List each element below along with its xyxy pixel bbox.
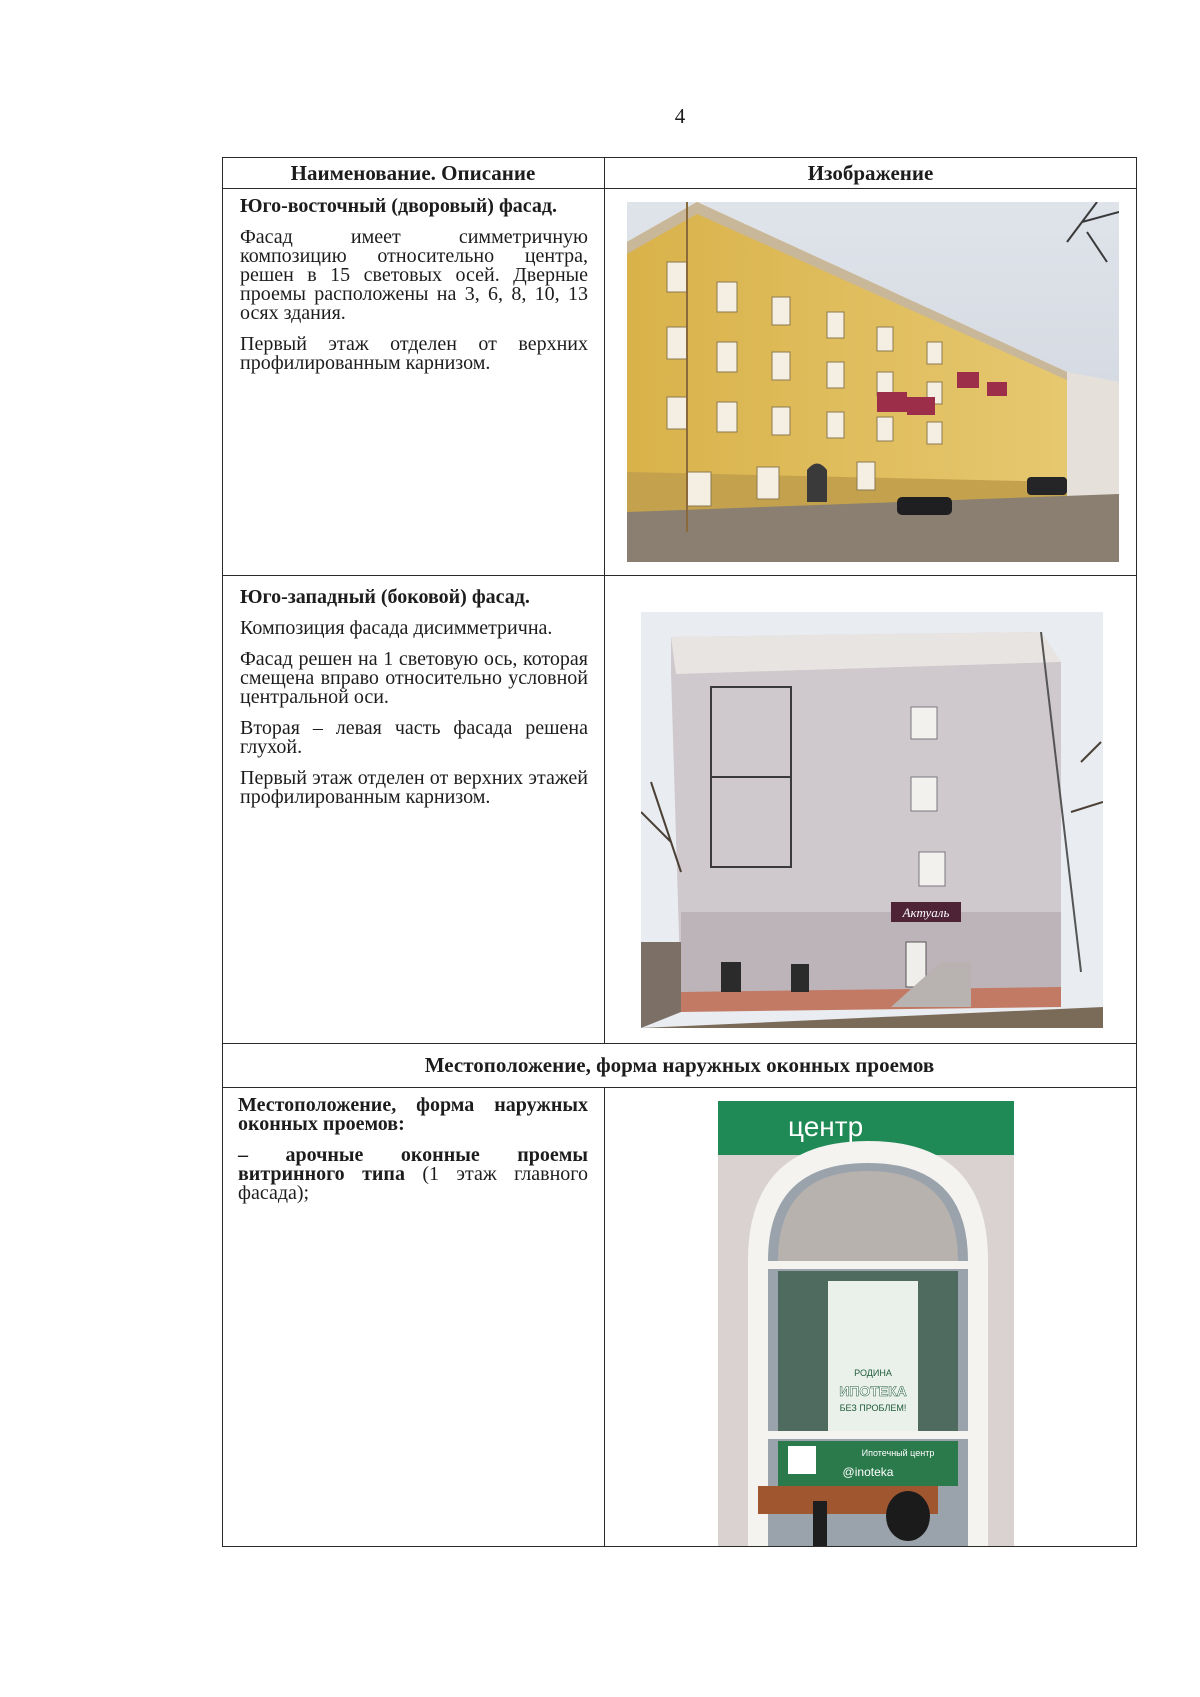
row-window-openings-description [238, 1096, 588, 1215]
item-bold: – арочные оконные проемы витринного типа [238, 1144, 588, 1185]
arched-window-photo [718, 1101, 1014, 1546]
row-title: Местоположение, форма наружных оконных проемов: [238, 1094, 588, 1135]
building-courtyard-facade-photo [627, 202, 1119, 562]
row-courtyard-facade-description [240, 197, 588, 385]
item-rest: (1 этаж главного фасада); [238, 1163, 588, 1204]
column-header-image: Изображение [807, 161, 934, 185]
row-side-facade-description [240, 588, 588, 819]
poster-brand: РОДИНА [854, 1368, 892, 1378]
row-paragraph: Первый этаж отделен от верхних профилированным карнизом. [240, 333, 588, 374]
row-title: Юго-восточный (дворовый) фасад. [240, 195, 558, 217]
section-header: Местоположение, форма наружных оконных проемов [424, 1053, 935, 1077]
column-header-name: Наименование. Описание [290, 161, 536, 185]
window-opening-item [238, 1146, 588, 1203]
row-paragraph: Первый этаж отделен от верхних этажей профилированным карнизом. [240, 767, 588, 808]
building-side-facade-photo [641, 612, 1103, 1028]
banner-line-1: Ипотечный центр [861, 1448, 935, 1458]
description-table [222, 157, 1137, 1547]
row-paragraph: Фасад имеет симметричную композицию относительно центра, решен в 15 световых осей. Дверные проемы расположены на 3, 6, 8, 10, 13 осях здания. [240, 226, 588, 324]
row-paragraph: Вторая – левая часть фасада решена глухой. [240, 717, 588, 758]
row-title: Юго-западный (боковой) фасад. [240, 586, 530, 608]
storefront-sign: центр [788, 1111, 864, 1142]
shop-sign: Актуаль [902, 905, 950, 920]
banner-line-2: @inoteka [842, 1465, 894, 1479]
page-number: 4 [674, 104, 686, 128]
poster-subtitle: БЕЗ ПРОБЛЕМ! [839, 1403, 907, 1413]
row-paragraph: Композиция фасада дисимметрична. [240, 617, 553, 639]
poster-title: ИПОТЕКА [839, 1383, 907, 1399]
row-paragraph: Фасад решен на 1 световую ось, которая смещена вправо относительно условной центральной оси. [240, 648, 588, 708]
